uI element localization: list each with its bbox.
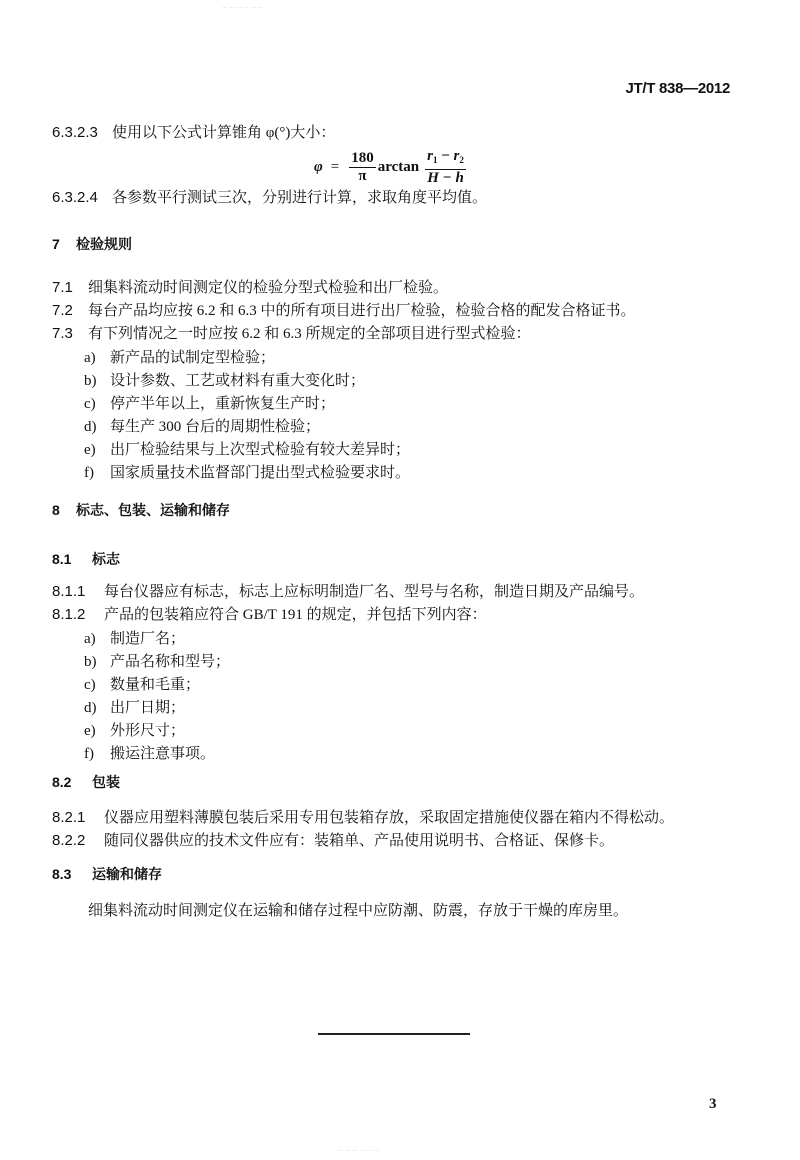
clause-text: 有下列情况之一时应按 6.2 和 6.3 所规定的全部项目进行型式检验： (88, 326, 531, 342)
clause-number: 7.1 (52, 279, 73, 296)
clause-number: 8.1.2 (52, 606, 86, 623)
list-item: d) 出厂日期； (84, 700, 186, 716)
formula-fraction-radius-height: $\frac{r_1 - r_2}{H - h}$ (427, 148, 464, 186)
list-item: b) 设计参数、工艺或材料有重大变化时； (84, 373, 366, 389)
page-number: 3 (709, 1096, 717, 1112)
clause-text: 每台仪器应有标志，标志上应标明制造厂名、型号与名称，制造日期及产品编号。 (104, 584, 645, 600)
clause-text: 细集料流动时间测定仪的检验分型式检验和出厂检验。 (88, 280, 449, 296)
clause-7-1 (52, 276, 448, 297)
watermark-top: ··· ··· ··· ··· ··· ··· (222, 5, 264, 11)
section-title: 标志、包装、运输和储存 (76, 503, 230, 519)
formula-fraction-180-pi: $\frac{180}{\pi}$ (351, 150, 374, 184)
section-8-heading (52, 500, 230, 520)
section-title: 标志 (92, 552, 120, 568)
clause-text: 仪器应用塑料薄膜包装后采用专用包装箱存放，采取固定措施使仪器在箱内不得松动。 (104, 810, 675, 826)
section-number: 7 (52, 236, 60, 252)
clause-7-3 (52, 322, 531, 343)
section-7-heading (52, 234, 132, 254)
list-item: f) 国家质量技术监督部门提出型式检验要求时。 (84, 465, 411, 481)
section-number: 8.1 (52, 551, 72, 567)
standard-id: JT/T 838—2012 (625, 80, 730, 97)
clause-8-1-1 (52, 580, 644, 601)
clause-8-1-2 (52, 603, 487, 624)
section-title: 包装 (92, 775, 120, 791)
clause-number: 6.3.2.3 (52, 124, 98, 141)
list-item: c) 数量和毛重； (84, 677, 201, 693)
section-number: 8.3 (52, 866, 72, 882)
watermark-bottom: ··· ··· ··· ··· ··· ··· (338, 1148, 380, 1154)
clause-8-3-body: 细集料流动时间测定仪在运输和储存过程中应防潮、防震，存放于干燥的库房里。 (88, 903, 629, 919)
clause-number: 8.2.1 (52, 809, 86, 826)
cone-angle-formula (314, 148, 468, 187)
section-8-1-heading (52, 549, 120, 569)
clause-text: 随同仪器供应的技术文件应有：装箱单、产品使用说明书、合格证、保修卡。 (104, 833, 615, 849)
formula-lhs: φ (314, 159, 323, 175)
clause-text: 每台产品均应按 6.2 和 6.3 中的所有项目进行出厂检验，检验合格的配发合格证书。 (88, 303, 636, 319)
list-item: b) 产品名称和型号； (84, 654, 231, 670)
section-number: 8.2 (52, 774, 72, 790)
clause-6-3-2-3 (52, 121, 335, 142)
clause-text: 各参数平行测试三次，分别进行计算，求取角度平均值。 (112, 190, 488, 206)
list-item: f) 搬运注意事项。 (84, 746, 216, 762)
section-number: 8 (52, 502, 60, 518)
section-8-3-heading (52, 864, 162, 884)
clause-7-2 (52, 299, 636, 320)
end-of-text-rule (318, 1033, 470, 1035)
list-item: a) 制造厂名； (84, 631, 186, 647)
clause-number: 7.2 (52, 302, 73, 319)
list-item: d) 每生产 300 台后的周期性检验； (84, 419, 321, 435)
clause-text: 使用以下公式计算锥角 φ(°)大小： (112, 125, 336, 141)
list-item: e) 出厂检验结果与上次型式检验有较大差异时； (84, 442, 411, 458)
clause-8-2-1 (52, 806, 674, 827)
list-item: a) 新产品的试制定型检验； (84, 350, 276, 366)
formula-arctan: arctan (377, 159, 420, 175)
clause-8-2-2 (52, 829, 614, 850)
section-8-2-heading (52, 772, 120, 792)
section-title: 检验规则 (76, 237, 132, 253)
clause-number: 8.1.1 (52, 583, 86, 600)
clause-6-3-2-4 (52, 186, 487, 207)
clause-text: 产品的包装箱应符合 GB/T 191 的规定，并包括下列内容： (104, 607, 487, 623)
clause-number: 6.3.2.4 (52, 189, 98, 206)
clause-number: 7.3 (52, 325, 73, 342)
section-title: 运输和储存 (92, 867, 162, 883)
list-item: e) 外形尺寸； (84, 723, 186, 739)
clause-number: 8.2.2 (52, 832, 86, 849)
formula-equals: = (330, 159, 340, 175)
list-item: c) 停产半年以上，重新恢复生产时； (84, 396, 336, 412)
